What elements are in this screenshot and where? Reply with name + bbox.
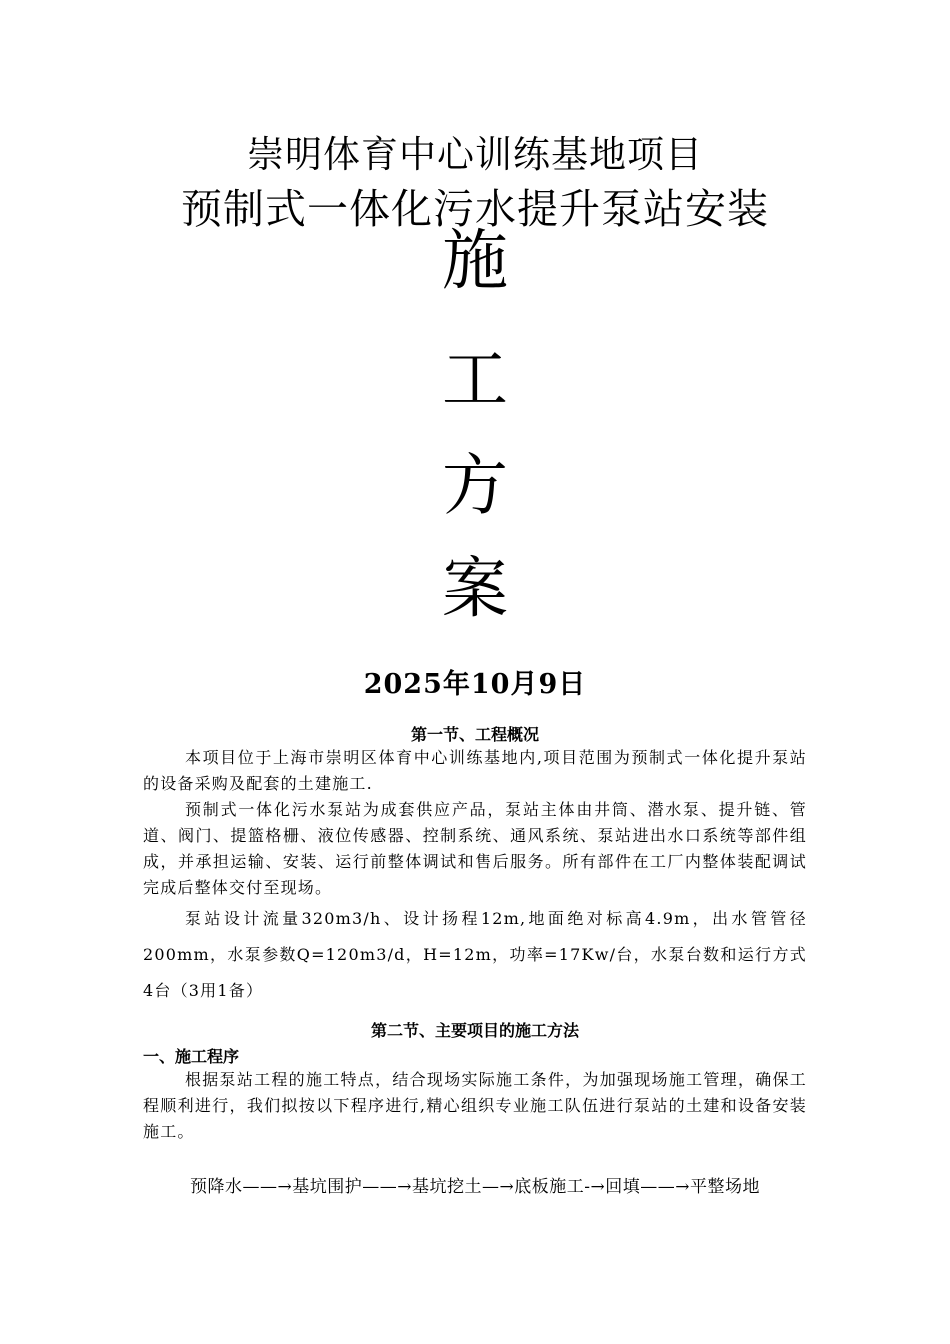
section-2-subheading: 一、施工程序 bbox=[143, 1047, 240, 1066]
section-2-paragraph: 根据泵站工程的施工特点，结合现场实际施工条件，为加强现场施工管理，确保工程顺利进行，我们拟按以下程序进行,精心组织专业施工队伍进行泵站的土建和设备安装施工。 bbox=[143, 1070, 807, 1141]
project-title: 崇明体育中心训练基地项目 bbox=[247, 133, 703, 176]
section-2-heading: 第二节、主要项目的施工方法 bbox=[370, 1021, 579, 1040]
construction-flow: 预降水——→基坑围护——→基坑挖土—→底板施工-→回填——→平整场地 bbox=[190, 1177, 760, 1197]
document-subject: 预制式一体化污水提升泵站安装 bbox=[181, 185, 769, 233]
plan-title-char-1: 施 bbox=[442, 222, 508, 299]
section-1-paragraph-1: 本项目位于上海市崇明区体育中心训练基地内,项目范围为预制式一体化提升泵站的设备采购及配套的土建施工. bbox=[143, 748, 807, 793]
section-1-paragraph-3: 泵站设计流量320m3/h、设计扬程12m,地面绝对标高4.9m，出水管管径200mm，水泵参数Q=120m3/d，H=12m，功率=17Kw/台，水泵台数和运行方式4台（3用1备） bbox=[143, 909, 807, 1000]
section-1-paragraph-2: 预制式一体化污水泵站为成套供应产品，泵站主体由井筒、潜水泵、提升链、管道、阀门、提篮格栅、液位传感器、控制系统、通风系统、泵站进出水口系统等部件组成，并承担运输、安装、运行前整体调试和售后服务。所有部件在工厂内整体装配调试完成后整体交付至现场。 bbox=[143, 800, 807, 897]
plan-title-char-2: 工 bbox=[442, 341, 508, 418]
document-date: 2025年10月9日 bbox=[363, 669, 587, 700]
plan-title-char-4: 案 bbox=[442, 550, 508, 627]
plan-title-char-3: 方 bbox=[442, 447, 508, 524]
section-1-heading: 第一节、工程概况 bbox=[410, 725, 539, 744]
